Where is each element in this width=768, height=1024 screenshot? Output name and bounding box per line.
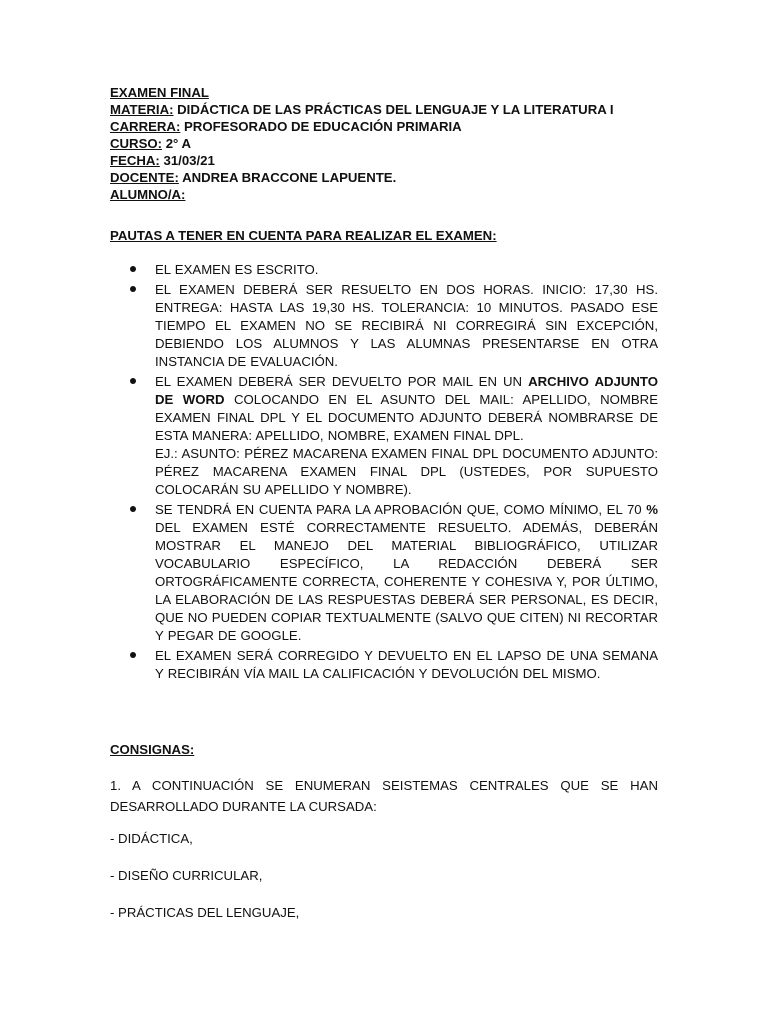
materia-label: MATERIA: [110,102,174,117]
fecha-line [110,152,670,169]
pauta-text-end: COLOCANDO EN EL ASUNTO DEL MAIL: APELLIDO, NOMBRE EXAMEN FINAL DPL Y EL DOCUMENTO ADJUNTO DEBERÁ NOMBRARSE DE ESTA MANERA: APELLIDO, NOMBRE, EXAMEN FINAL DPL. [155,392,658,443]
pauta-text-start: SE TENDRÁ EN CUENTA PARA LA APROBACIÓN QUE, COMO MÍNIMO, EL 70 [155,502,647,517]
curso-value: 2° A [165,136,192,151]
list-item [110,373,658,499]
exam-header [110,84,670,203]
list-item [110,647,658,683]
pauta-text-start: EL EXAMEN DEBERÁ SER DEVUELTO POR MAIL EN UN [155,374,529,389]
bullet-icon [130,652,136,658]
pauta-text: EL EXAMEN ES ESCRITO. [155,262,319,277]
docente-label: DOCENTE: [110,170,179,185]
pauta-bold-text: % [646,502,658,517]
alumno-label: ALUMNO/A: [110,187,186,202]
materia-value: DIDÁCTICA DE LAS PRÁCTICAS DEL LENGUAJE Y LA LITERATURA I [177,102,614,117]
carrera-label: CARRERA: [110,119,181,134]
bullet-icon [130,506,136,512]
pauta-example: EJ.: ASUNTO: PÉREZ MACARENA EXAMEN FINAL DPL DOCUMENTO ADJUNTO: PÉREZ MACARENA EXAMEN FINAL DPL (USTEDES, POR SUPUESTO COLOCARÁN SU APELLIDO Y NOMBRE). [155,446,658,497]
consigna-item: - PRÁCTICAS DEL LENGUAJE, [110,905,300,920]
pauta-bold-text: ARCHIVO ADJUNTO DE WORD [155,374,658,407]
list-item [110,281,658,371]
consignas-title: CONSIGNAS: [110,742,195,757]
carrera-value: PROFESORADO DE EDUCACIÓN PRIMARIA [184,119,462,134]
bullet-icon [130,266,136,272]
consigna-item: - DIDÁCTICA, [110,831,193,846]
consigna-intro: 1. A CONTINUACIÓN SE ENUMERAN SEISTEMAS CENTRALES QUE SE HAN DESARROLLADO DURANTE LA CURSADA: [110,778,658,814]
list-item [110,501,658,645]
bullet-icon [130,286,136,292]
fecha-label: FECHA: [110,153,160,168]
docente-value: ANDREA BRACCONE LAPUENTE. [182,170,397,185]
pauta-text [155,501,658,645]
fecha-value: 31/03/21 [163,153,215,168]
carrera-line [110,118,670,135]
list-item [110,261,658,279]
docente-line [110,169,670,186]
pauta-text: EL EXAMEN SERÁ CORREGIDO Y DEVUELTO EN EL LAPSO DE UNA SEMANA Y RECIBIRÁN VÍA MAIL LA CALIFICACIÓN Y DEVOLUCIÓN DEL MISMO. [155,648,658,681]
pauta-text [155,373,658,445]
pauta-text-end: DEL EXAMEN ESTÉ CORRECTAMENTE RESUELTO. ADEMÁS, DEBERÁN MOSTRAR EL MANEJO DEL MATERIAL BIBLIOGRÁFICO, UTILIZAR VOCABULARIO ESPECÍFICO, LA REDACCIÓN DEBERÁ SER ORTOGRÁFICAMENTE CORRECTA, COHERENTE Y COHESIVA Y, POR ÚLTIMO, LA ELABORACIÓN DE LAS RESPUESTAS DEBERÁ SER PERSONAL, ES DECIR, QUE NO PUEDEN COPIAR TEXTUALMENTE (SALVO QUE CITEN) NI RECORTAR Y PEGAR DE GOOGLE. [155,520,658,643]
curso-line [110,135,670,152]
pautas-list [110,261,658,685]
curso-label: CURSO: [110,136,163,151]
pautas-title: PAUTAS A TENER EN CUENTA PARA REALIZAR EL EXAMEN: [110,228,497,243]
exam-title: EXAMEN FINAL [110,85,209,100]
pauta-text: EL EXAMEN DEBERÁ SER RESUELTO EN DOS HORAS. INICIO: 17,30 HS. ENTREGA: HASTA LAS 19,30 HS. TOLERANCIA: 10 MINUTOS. PASADO ESE TIEMPO EL EXAMEN NO SE RECIBIRÁ NI CORREGIRÁ SIN EXCEPCIÓN, DEBIENDO LOS ALUMNOS Y LAS ALUMNAS PRESENTARSE EN OTRA INSTANCIA DE EVALUACIÓN. [155,282,658,369]
consigna-item: - DISEÑO CURRICULAR, [110,868,263,883]
alumno-line [110,186,670,203]
exam-title-line [110,84,670,101]
bullet-icon [130,378,136,384]
materia-line [110,101,670,118]
